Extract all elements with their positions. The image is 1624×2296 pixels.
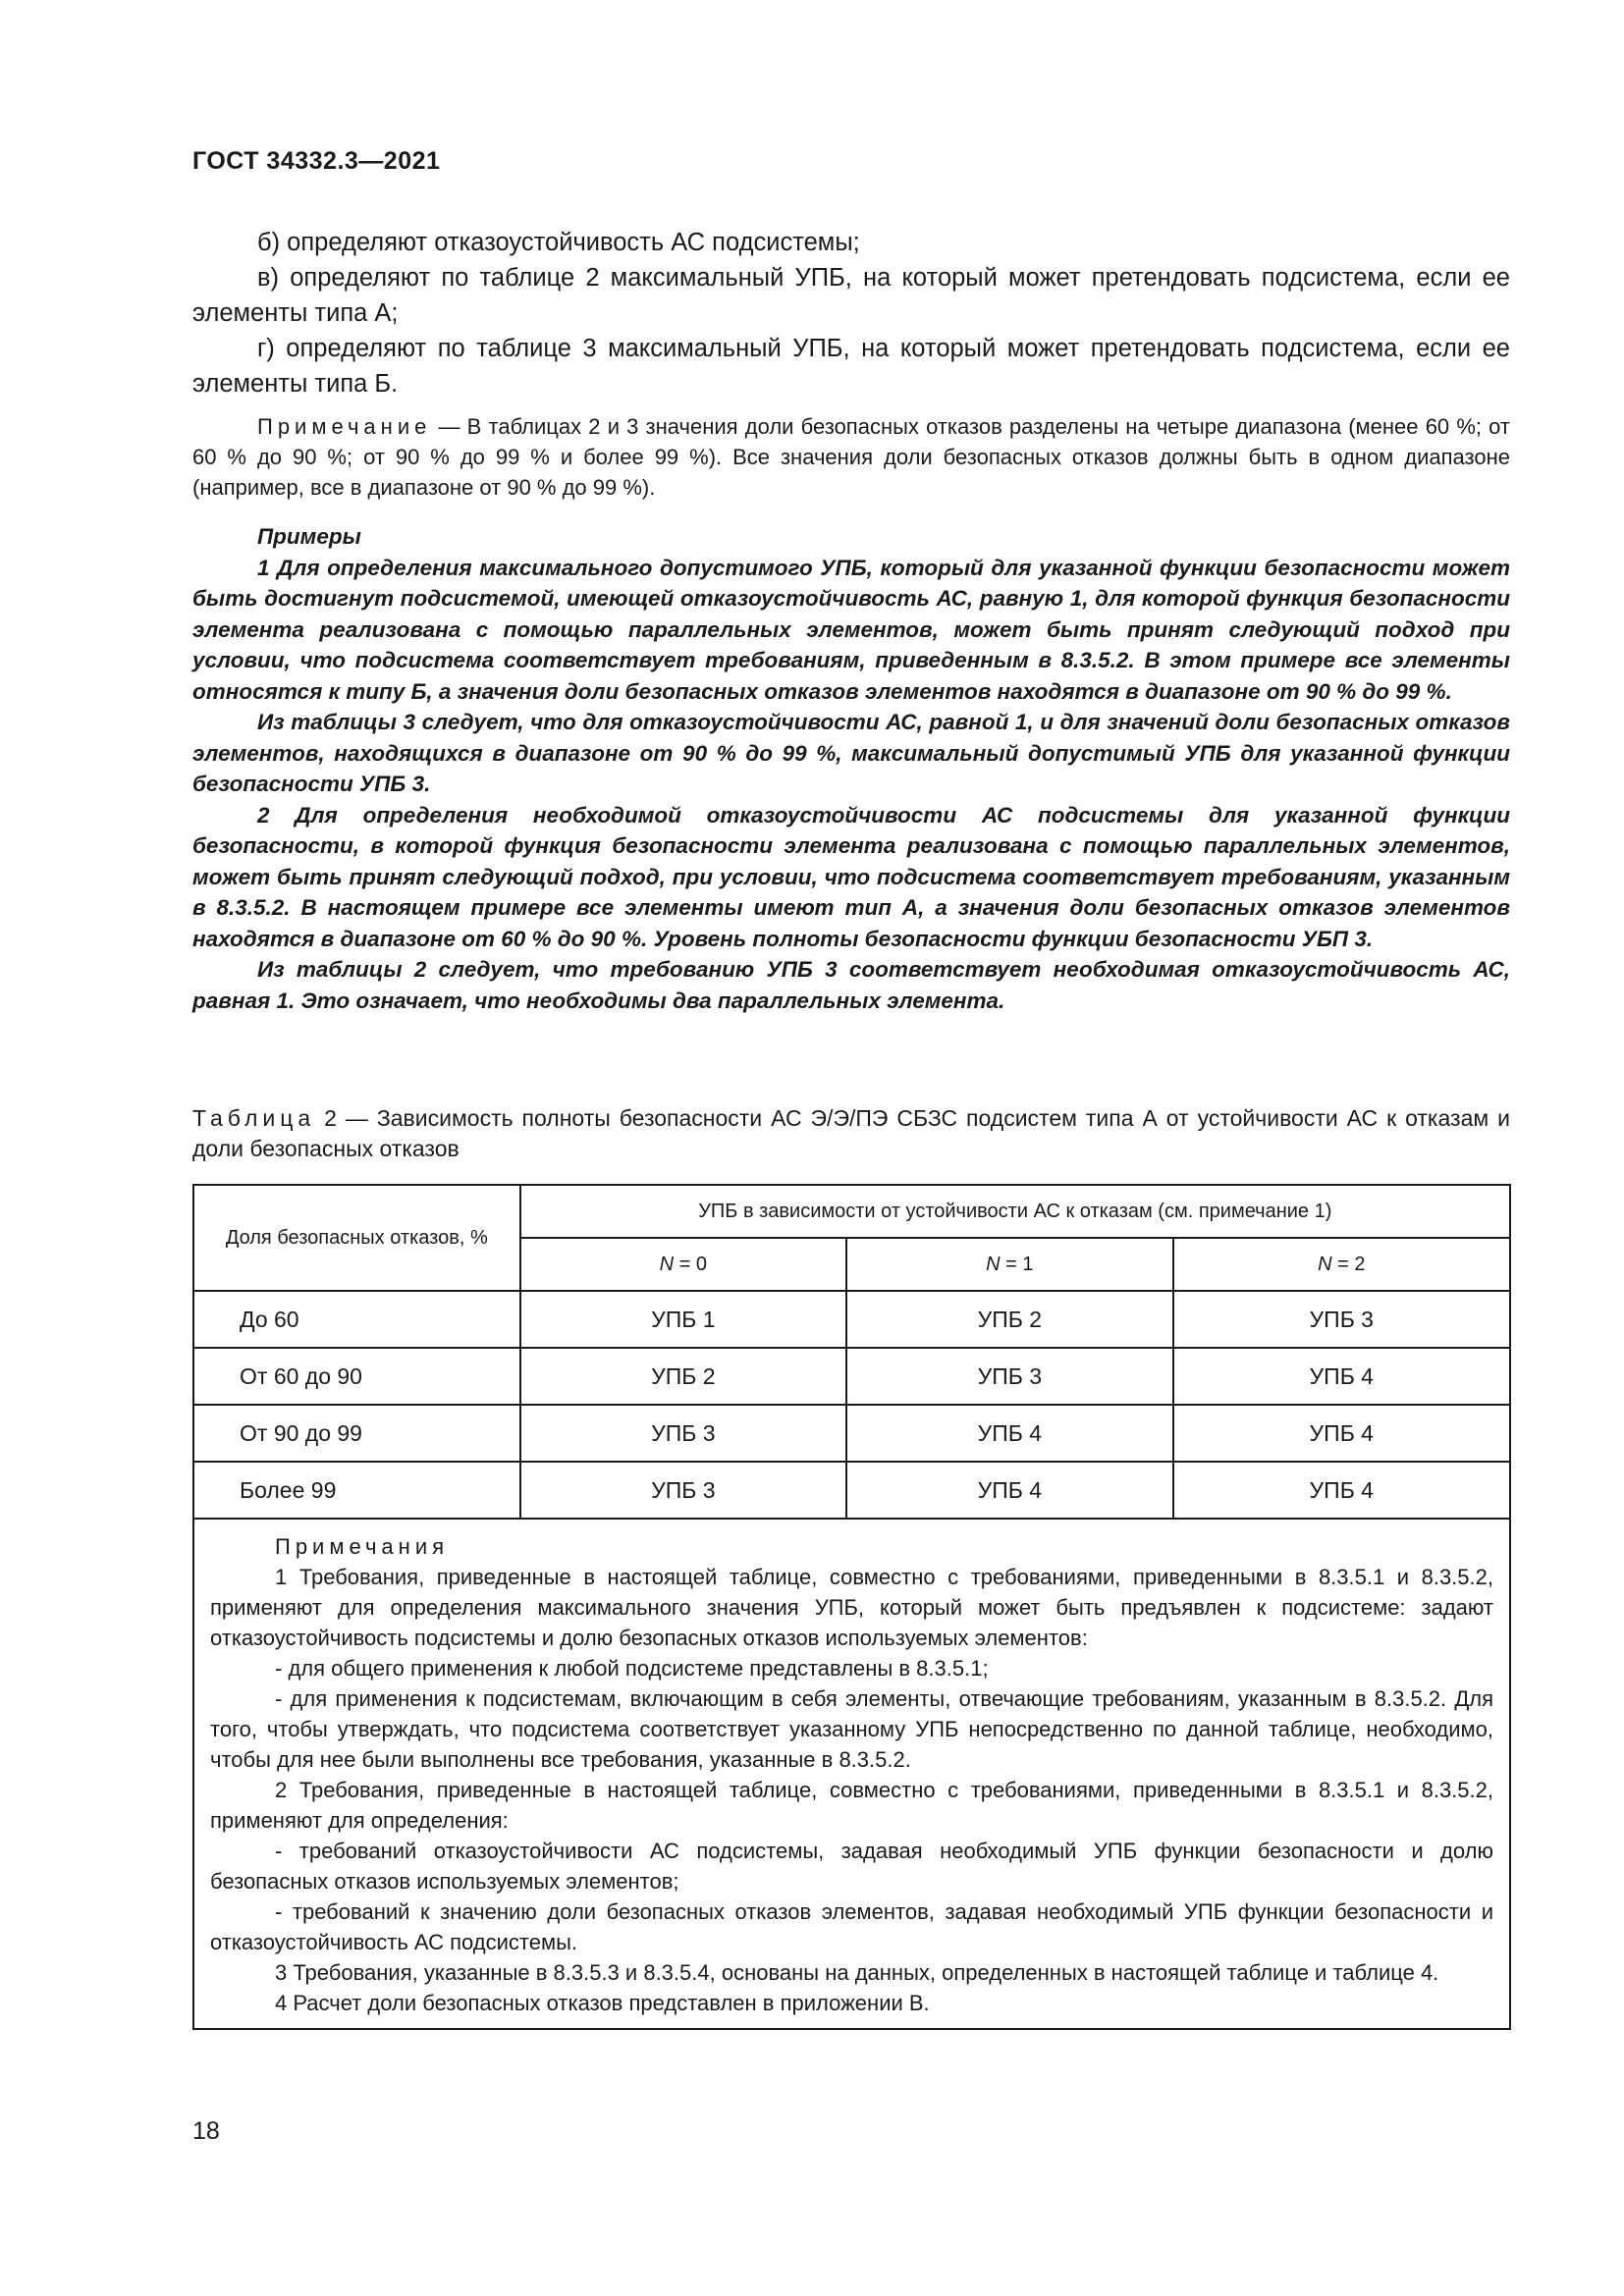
note-label: Примечание	[257, 414, 432, 439]
table-cell: УПБ 1	[520, 1291, 846, 1348]
table-notes	[193, 1519, 1510, 2029]
row-label: Более 99	[193, 1462, 520, 1519]
table-cell: УПБ 3	[520, 1405, 846, 1462]
table-row	[193, 1405, 1510, 1462]
row-label: От 60 до 90	[193, 1348, 520, 1405]
note	[192, 411, 1510, 503]
page-number: 18	[192, 2117, 220, 2145]
example-item: 2 Для определения необходимой отказоустойчивости АС подсистемы для указанной функции безопасности, в которой функция безопасности элемента реализована с помощью параллельных элементов, может быть принят следующий подход, при условии, что подсистема соответствует требованиям, указанным в 8.3.5.2. В настоящем примере все элементы имеют тип А, а значения доли безопасных отказов элементов находятся в диапазоне от 60 % до 90 %. Уровень полноты безопасности функции безопасности УБП 3.	[192, 802, 1510, 951]
note-text: — В таблицах 2 и 3 значения доли безопасных отказов разделены на четыре диапазона (менее 60 %; от 60 % до 90 %; от 90 % до 99 % и более 99 %). Все значения доли безопасных отказов должны быть в одном диапазоне (например, все в диапазоне от 90 % до 99 %).	[192, 414, 1510, 500]
table-caption	[192, 1103, 1510, 1164]
table-note: - требований к значению доли безопасных отказов элементов, задавая необходимый УПБ функции безопасности и отказоустойчивость АС подсистемы.	[210, 1899, 1493, 1954]
row-label: От 90 до 99	[193, 1405, 520, 1462]
example-item: 1 Для определения максимального допустимого УПБ, который для указанной функции безопасности может быть достигнут подсистемой, имеющей отказоустойчивость АС, равную 1, для которой функция безопасности элемента реализована с помощью параллельных элементов, может быть принят следующий подход при условии, что подсистема соответствует требованиям, приведенным в 8.3.5.2. В этом примере все элементы относятся к типу Б, а значения доли безопасных отказов элементов находятся в диапазоне от 90 % до 99 %.	[192, 555, 1510, 704]
table-note: 4 Расчет доли безопасных отказов представлен в приложении В.	[275, 1991, 930, 2015]
table-cell: УПБ 3	[1173, 1291, 1510, 1348]
table-cell: УПБ 3	[846, 1348, 1172, 1405]
sil-table	[192, 1184, 1511, 2030]
row-label: До 60	[193, 1291, 520, 1348]
table-cell: УПБ 3	[520, 1462, 846, 1519]
table-cell: УПБ 4	[1173, 1462, 1510, 1519]
table-cell: УПБ 2	[846, 1291, 1172, 1348]
table-caption-text: 2 — Зависимость полноты безопасности АС Э/Э/ПЭ СБЗС подсистем типа А от устойчивости АС к отказам и доли безопасных отказов	[192, 1105, 1510, 1161]
example-item: Из таблицы 3 следует, что для отказоустойчивости АС, равной 1, и для значений доли безопасных отказов элементов, находящихся в диапазоне от 90 % до 99 %, максимальный допустимый УПБ для указанной функции безопасности УПБ 3.	[192, 710, 1510, 796]
table-cell: УПБ 4	[846, 1462, 1172, 1519]
col-header-fraction: Доля безопасных отказов, %	[193, 1185, 520, 1291]
paragraph: б) определяют отказоустойчивость АС подсистемы;	[257, 229, 860, 256]
examples-title: Примеры	[257, 524, 361, 549]
col-header-n2: N = 2	[1173, 1238, 1510, 1291]
table-row	[193, 1291, 1510, 1348]
table-cell: УПБ 4	[1173, 1405, 1510, 1462]
examples-block	[192, 521, 1510, 1016]
paragraph: в) определяют по таблице 2 максимальный УПБ, на который может претендовать подсистема, если ее элементы типа А;	[192, 264, 1510, 327]
body-paragraphs	[192, 225, 1510, 401]
col-header-n0: N = 0	[520, 1238, 846, 1291]
table-note: - для общего применения к любой подсистеме представлены в 8.3.5.1;	[275, 1656, 989, 1681]
paragraph: г) определяют по таблице 3 максимальный УПБ, на который может претендовать подсистема, если ее элементы типа Б.	[192, 335, 1510, 398]
table-note: 3 Требования, указанные в 8.3.5.3 и 8.3.5.4, основаны на данных, определенных в настоящей таблице и таблице 4.	[275, 1960, 1439, 1985]
table-note: - для применения к подсистемам, включающим в себя элементы, отвечающие требованиям, указанным в 8.3.5.2. Для того, чтобы утверждать, что подсистема соответствует указанному УПБ непосредственно по данной таблице, необходимо, чтобы для нее были выполнены все требования, указанные в 8.3.5.2.	[210, 1686, 1493, 1772]
table-row	[193, 1348, 1510, 1405]
table-cell: УПБ 4	[1173, 1348, 1510, 1405]
col-header-group: УПБ в зависимости от устойчивости АС к отказам (см. примечание 1)	[520, 1185, 1510, 1238]
col-header-n1: N = 1	[846, 1238, 1172, 1291]
table-row	[193, 1462, 1510, 1519]
table-note: 1 Требования, приведенные в настоящей таблице, совместно с требованиями, приведенными в 8.3.5.1 и 8.3.5.2, применяют для определения максимального значения УПБ, который может быть предъявлен к подсистеме: задают отказоустойчивость подсистемы и долю безопасных отказов используемых элементов:	[210, 1565, 1493, 1650]
table-caption-label: Таблица	[192, 1105, 316, 1131]
document-header: ГОСТ 34332.3—2021	[192, 147, 441, 175]
table-cell: УПБ 2	[520, 1348, 846, 1405]
table-note: - требований отказоустойчивости АС подсистемы, задавая необходимый УПБ функции безопасности и долю безопасных отказов используемых элементов;	[210, 1839, 1493, 1894]
table-note: 2 Требования, приведенные в настоящей таблице, совместно с требованиями, приведенными в 8.3.5.1 и 8.3.5.2, применяют для определения:	[210, 1778, 1493, 1833]
example-item: Из таблицы 2 следует, что требованию УПБ 3 соответствует необходимая отказоустойчивость АС, равная 1. Это означает, что необходимы два параллельных элемента.	[192, 957, 1510, 1013]
notes-title: Примечания	[275, 1534, 450, 1559]
table-cell: УПБ 4	[846, 1405, 1172, 1462]
